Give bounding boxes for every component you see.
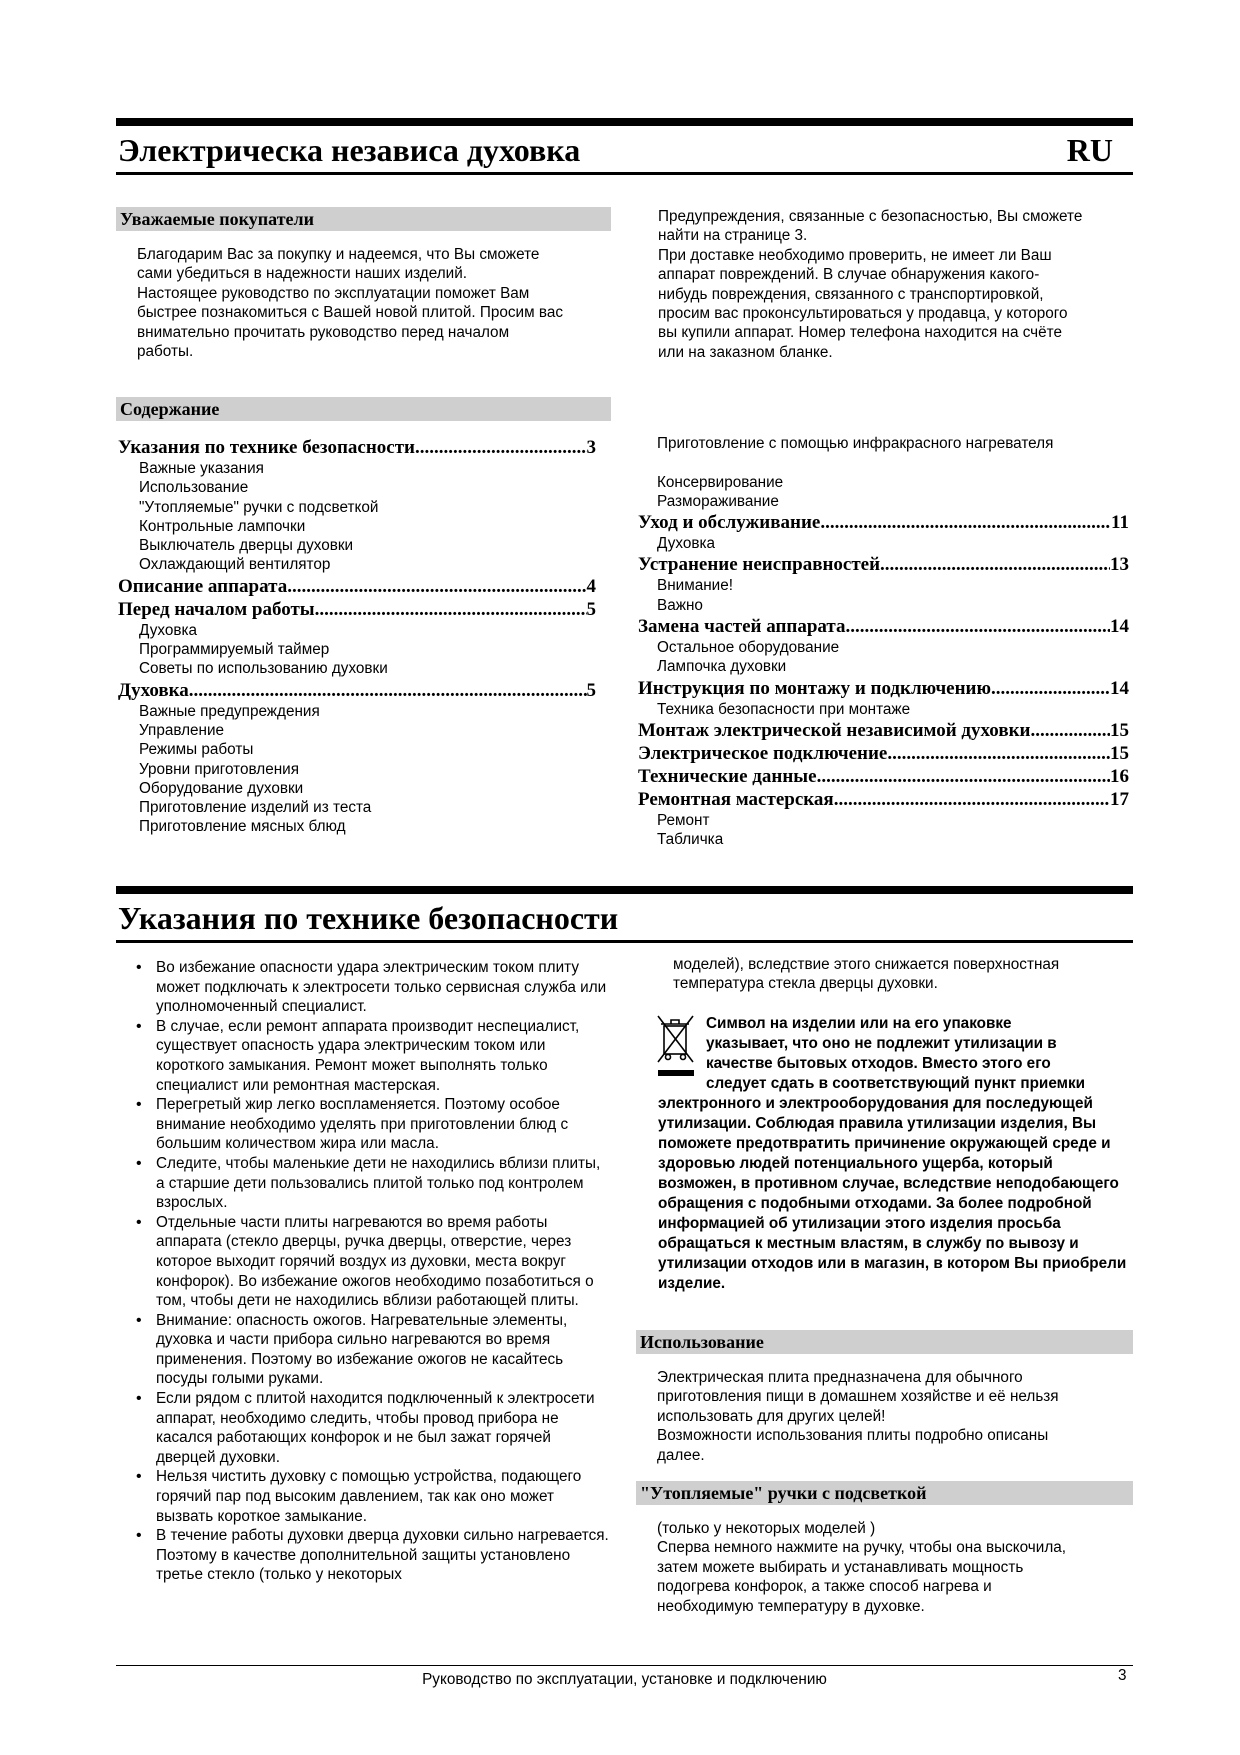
toc-subentry: Контрольные лампочки	[139, 517, 306, 535]
toc-entry	[118, 436, 596, 459]
page-number: 3	[1118, 1667, 1127, 1684]
toc-leader-dots	[817, 765, 1110, 788]
toc-subentry: "Утопляемые" ручки с подсветкой	[139, 498, 379, 516]
toc-leader-dots	[834, 788, 1110, 811]
toc-entry-page: 11	[1111, 512, 1129, 534]
toc-entry	[118, 598, 596, 621]
safety-bullet-item: • Отдельные части плиты нагреваются во время работы аппарата (стекло дверцы, ручка дверцы, отверстие, через которое выходит горячий воздух из духовки, места вокруг конфорок). Во избежание ожогов необходимо позаботиться о том, чтобы дети не находились вблизи работающей плиты.	[132, 1213, 612, 1311]
toc-leader-dots	[1030, 719, 1110, 742]
toc-entry-title: Замена частей аппарата	[638, 616, 846, 638]
toc-entry-page: 16	[1110, 765, 1129, 787]
safety-bullet-item: • Следите, чтобы маленькие дети не находились вблизи плиты, а старшие дети пользовались плитой только под контролем взрослых.	[132, 1154, 612, 1213]
toc-leader-dots	[189, 679, 587, 702]
toc-subentry: Управление	[139, 721, 225, 739]
toc-entry-title: Ремонтная мастерская	[638, 788, 834, 810]
weee-notice-rest: электронного и электрооборудования для последующей утилизации. Соблюдая правила утилизации изделия, Вы поможете предотвратить причинение окружающей среде и здоровью людей потенциального ущерба, который возможен, в противном случае, вследствие неподобающего обращения с подобными отходами. За более подробной информацией об утилизации этого изделия просьба обращаться к местным властям, в службу по вывозу и утилизации отходов или в магазин, в котором Вы приобрели изделие.	[658, 1095, 1127, 1292]
contents-right-column	[638, 434, 1129, 850]
toc-entry-page: 17	[1110, 788, 1129, 810]
toc-subentry: Режимы работы	[139, 741, 254, 759]
weee-notice	[658, 1014, 1134, 1294]
safety-bullet-item: • Внимание: опасность ожогов. Нагревательные элементы, духовка и части прибора сильно нагреваются во время применения. Поэтому во избежание ожогов не касайтесь посуды голыми руками.	[132, 1311, 612, 1389]
toc-entry-title: Описание аппарата	[118, 575, 288, 597]
toc-entry	[638, 742, 1129, 765]
toc-entry-page: 13	[1110, 554, 1129, 576]
toc-leader-dots	[820, 511, 1111, 534]
toc-entry-title: Устранение неисправностей	[638, 554, 881, 576]
usage-text: Электрическая плита предназначена для обычного приготовления пищи в домашнем хозяйстве и её нельзя использовать для других целей! Возможности использования плиты подробно описаны далее.	[657, 1369, 1059, 1464]
toc-subentry: Техника безопасности при монтаже	[657, 700, 911, 718]
toc-entry-page: 15	[1110, 742, 1129, 764]
toc-entry	[638, 677, 1129, 700]
toc-subentry: Оборудование духовки	[139, 779, 304, 797]
toc-subentry: Консервирование	[657, 473, 784, 491]
customers-right-text: Предупреждения, связанные с безопасностью, Вы сможете найти на странице 3. При доставке необходимо проверить, не имеет ли Ваш аппарат повреждений. В случае обнаружения какого- нибудь повреждения, связанного с транспортировкой, просим вас проконсультироваться у продавца, у которого вы купили аппарат. Номер телефона находится на счёте или на заказном бланке.	[658, 208, 1083, 361]
toc-entry-page: 5	[586, 598, 596, 620]
title-bottom-rule	[116, 172, 1133, 175]
toc-subentry: Лампочка духовки	[657, 658, 787, 676]
safety-bullet-item: • В течение работы духовки дверца духовки сильно нагревается. Поэтому в качестве дополнительной защиты установлено третье стекло (только у некоторых	[132, 1526, 612, 1585]
contents-left-column	[118, 436, 596, 837]
safety-title-block	[116, 886, 1133, 943]
toc-subentry: Приготовление мясных блюд	[139, 818, 346, 836]
customers-heading: Уважаемые покупатели	[116, 207, 611, 231]
toc-subentry: Ремонт	[657, 811, 710, 829]
language-code: RU	[1066, 132, 1113, 168]
toc-leader-dots	[880, 553, 1110, 576]
toc-entry-page: 5	[586, 679, 596, 701]
safety-bullet-item: • Нельзя чистить духовку с помощью устройства, подающего горячий пар под высоким давлением, так как оно может вызвать короткое замыкание.	[132, 1467, 612, 1526]
weee-notice-line: следует сдать в соответствующий пункт приемки	[706, 1075, 1086, 1092]
toc-subentry: Важные предупреждения	[139, 702, 320, 720]
weee-notice-line: качестве бытовых отходов. Вместо этого его	[706, 1055, 1051, 1072]
safety-top-rule	[116, 886, 1133, 894]
customers-text: Благодарим Вас за покупку и надеемся, что Вы сможете сами убедиться в надежности наших изделий. Настоящее руководство по эксплуатации поможет Вам быстрее познакомиться с Вашей новой плитой. Просим вас внимательно прочитать руководство перед началом работы.	[137, 246, 563, 361]
toc-entry-page: 15	[1110, 719, 1129, 741]
toc-subentry: Духовка	[657, 535, 715, 553]
title-top-rule	[116, 118, 1133, 126]
toc-subentry: Важно	[657, 596, 703, 614]
toc-subentry: Важные указания	[139, 460, 264, 477]
toc-subentry: Уровни приготовления	[139, 760, 299, 778]
knobs-text: (только у некоторых моделей ) Сперва немного нажмите на ручку, чтобы она выскочила, затем можете выбирать и устанавливать мощность подогрева конфорок, а также способ нагрева и необходимую температуру в духовке.	[657, 1520, 1066, 1615]
safety-continuation: моделей), вследствие этого снижается поверхностная температура стекла дверцы духовки.	[673, 956, 1060, 993]
usage-heading: Использование	[636, 1330, 1133, 1354]
toc-entry-title: Инструкция по монтажу и подключению	[638, 677, 992, 699]
toc-entry	[118, 575, 596, 598]
toc-entry-page: 14	[1110, 677, 1129, 699]
toc-entry-title: Технические данные	[638, 765, 817, 787]
toc-entry	[638, 553, 1129, 576]
toc-spacer	[638, 453, 1129, 472]
toc-leader-dots	[287, 575, 586, 598]
toc-entry-title: Духовка	[118, 679, 189, 701]
weee-notice-lead	[658, 1014, 1134, 1094]
safety-title: Указания по технике безопасности	[118, 900, 619, 936]
weee-notice-line: Символ на изделии или на его упаковке	[706, 1015, 1012, 1032]
safety-bullet-item: • Если рядом с плитой находится подключенный к электросети аппарат, необходимо следить, чтобы провод прибора не касался работающих конфорок и не был зажат горячей дверцей духовки.	[132, 1389, 612, 1467]
weee-notice-line: указывает, что оно не подлежит утилизации в	[706, 1035, 1057, 1052]
toc-entry	[118, 679, 596, 702]
toc-subentry: Внимание!	[657, 577, 733, 595]
toc-subentry: Духовка	[139, 621, 197, 639]
page-title: Электрическа независа духовка	[118, 132, 581, 168]
footer-text: Руководство по эксплуатации, установке и подключению	[422, 1671, 827, 1688]
toc-entry-title: Уход и обслуживание	[638, 512, 821, 534]
toc-subentry: Программируемый таймер	[139, 641, 330, 659]
toc-entry-page: 3	[586, 437, 596, 458]
safety-bullet-item: • Перегретый жир легко воспламеняется. Поэтому особое внимание необходимо уделять при приготовлении блюд с большим количеством жира или масла.	[132, 1095, 612, 1154]
toc-entry	[638, 511, 1129, 534]
toc-subentry: Охлаждающий вентилятор	[139, 556, 331, 574]
toc-subentry: Приготовление изделий из теста	[139, 799, 372, 817]
toc-entry-title: Монтаж электрической независимой духовки	[638, 719, 1031, 741]
page-title-block	[116, 118, 1133, 176]
safety-bullet-item: • В случае, если ремонт аппарата производит неспециалист, существует опасность удара электрическим током или короткого замыкания. Ремонт может выполнять только специалист или ремонтная мастерская.	[132, 1017, 612, 1095]
toc-entry	[638, 719, 1129, 742]
safety-bullet-list	[132, 958, 612, 1585]
toc-leader-dots	[315, 598, 587, 621]
toc-leader-dots	[887, 742, 1110, 765]
toc-leader-dots	[415, 436, 587, 459]
toc-leader-dots	[846, 615, 1111, 638]
knobs-heading: "Утопляемые" ручки с подсветкой	[636, 1481, 1133, 1505]
footer-rule	[116, 1665, 1133, 1666]
toc-subentry: Остальное оборудование	[657, 639, 840, 657]
safety-bottom-rule	[116, 940, 1133, 943]
toc-entry-title: Электрическое подключение	[638, 742, 888, 764]
toc-entry	[638, 765, 1129, 788]
toc-subentry: Приготовление с помощью инфракрасного нагревателя	[657, 435, 1054, 452]
toc-subentry: Размораживание	[657, 492, 779, 510]
toc-subentry: Выключатель дверцы духовки	[139, 537, 354, 555]
toc-leader-dots	[991, 677, 1110, 700]
toc-subentry: Табличка	[657, 831, 724, 849]
toc-subentry: Советы по использованию духовки	[139, 660, 388, 678]
contents-heading: Содержание	[116, 397, 611, 421]
toc-entry-title: Перед началом работы	[118, 598, 315, 620]
toc-entry	[638, 788, 1129, 811]
toc-entry	[638, 615, 1129, 638]
safety-bullet-item: • Во избежание опасности удара электрическим током плиту может подключать к электросети только сервисная служба или уполномоченный специалист.	[132, 958, 612, 1017]
toc-entry-page: 4	[586, 575, 596, 597]
toc-entry-title: Указания по технике безопасности	[118, 437, 415, 458]
toc-entry-page: 14	[1110, 616, 1129, 638]
toc-subentry: Использование	[139, 479, 249, 497]
